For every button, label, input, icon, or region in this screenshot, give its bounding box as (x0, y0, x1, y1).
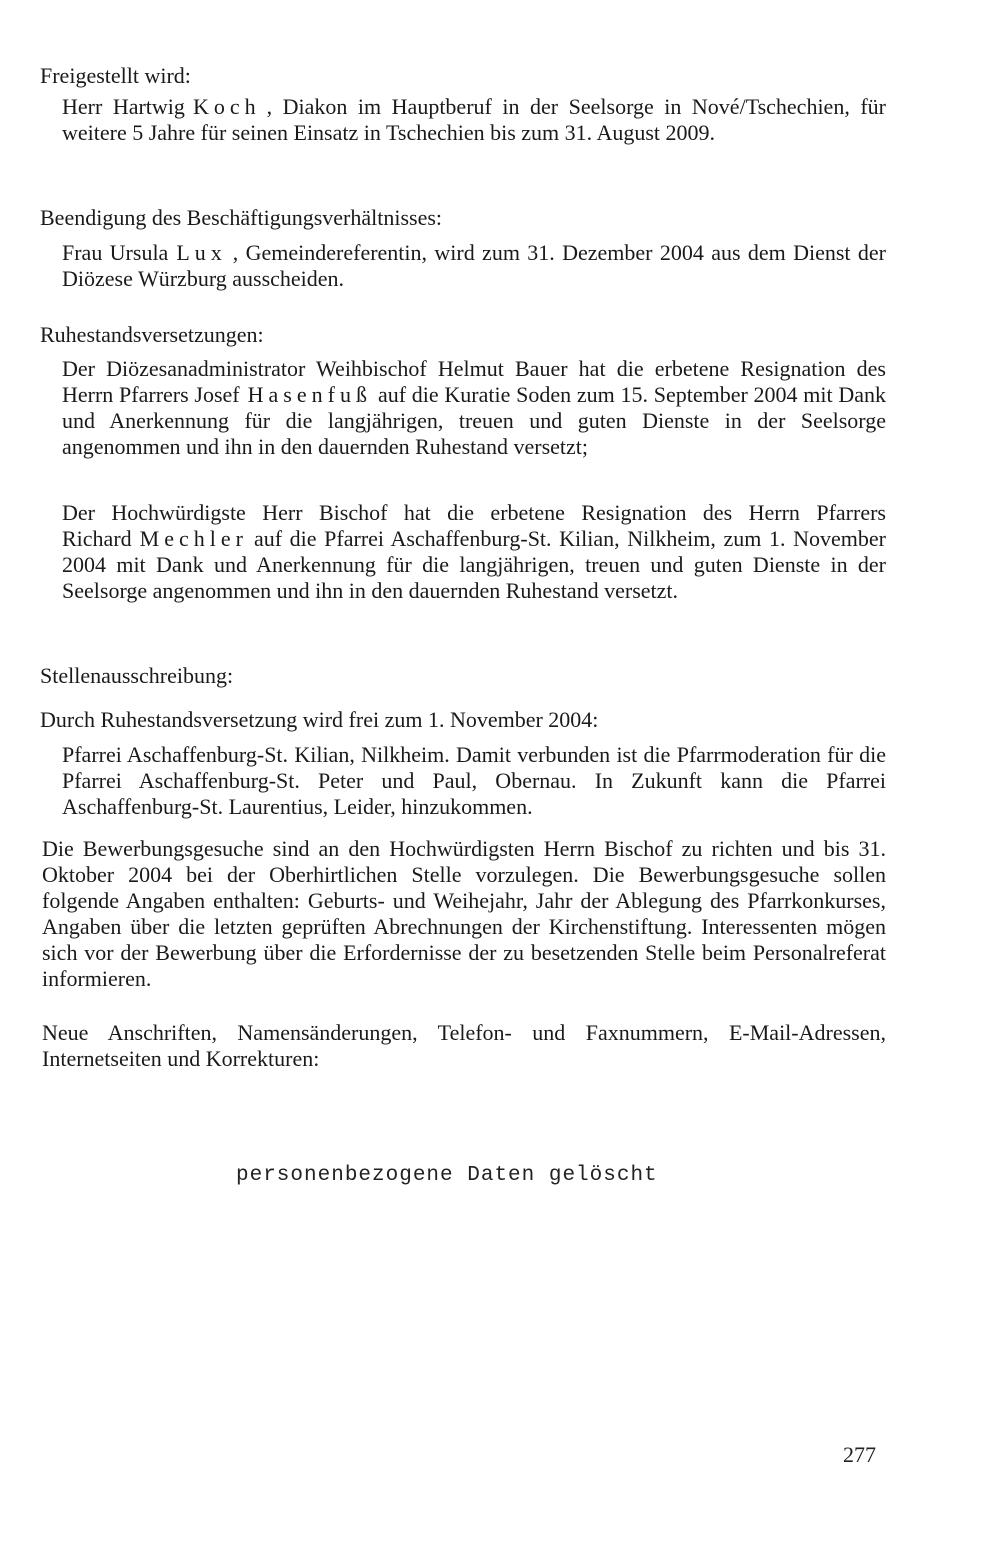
text-pre: Herr Hartwig (62, 94, 185, 119)
text-pre: Frau Ursula (62, 240, 169, 265)
person-name: Koch (192, 94, 261, 119)
page-number: 277 (843, 1442, 876, 1467)
heading-ruhestand: Ruhestandsversetzungen: (40, 322, 264, 347)
paragraph-ruhestand-1 (62, 356, 886, 460)
text-pre: Der Hochwürdigste Herr Bischof hat die erbetene Resignation des Herrn Pfarrers Richard (62, 500, 886, 551)
paragraph-freigestellt (62, 94, 886, 146)
paragraph-anschriften: Neue Anschriften, Namensänderungen, Telefon- und Faxnummern, E-Mail-Adressen, Internetseiten und Korrekturen: (42, 1020, 886, 1071)
text-post: auf die Kuratie Soden zum 15. September 2004 mit Dank und Anerkennung für die langjährigen, treuen und guten Dienste in der Seelsorge angenommen und ihn in den dauernden Ruhestand versetzt; (62, 382, 886, 459)
heading-stellenausschreibung: Stellenausschreibung: (40, 663, 234, 688)
text-post: auf die Pfarrei Aschaffenburg-St. Kilian, Nilkheim, zum 1. November 2004 mit Dank und Anerkennung für die langjährigen, treuen und guten Dienste in der Seelsorge angenommen und ihn in den dauernden Ruhestand versetzt. (62, 526, 886, 603)
paragraph-stelle: Pfarrei Aschaffenburg-St. Kilian, Nilkheim. Damit verbunden ist die Pfarrmoderation für die Pfarrei Aschaffenburg-St. Peter und Paul, Obernau. In Zukunft kann die Pfarrei Aschaffenburg-St. Laurentius, Leider, hinzukommen. (62, 742, 886, 819)
subheading-stellenausschreibung: Durch Ruhestandsversetzung wird frei zum 1. November 2004: (40, 707, 599, 732)
person-name: Hasenfuß (247, 382, 372, 407)
person-name: Mechler (139, 526, 248, 551)
text-post: , Gemeindereferentin, wird zum 31. Dezember 2004 aus dem Dienst der Diözese Würzburg ausscheiden. (62, 240, 886, 291)
text-pre: Der Diözesanadministrator Weihbischof Helmut Bauer hat die erbetene Resignation des Herrn Pfarrers Josef (62, 356, 886, 407)
heading-freigestellt: Freigestellt wird: (40, 63, 191, 88)
redaction-notice: personenbezogene Daten gelöscht (236, 1164, 658, 1187)
paragraph-ruhestand-2 (62, 500, 886, 604)
paragraph-beendigung (62, 240, 886, 292)
paragraph-bewerbung: Die Bewerbungsgesuche sind an den Hochwürdigsten Herrn Bischof zu richten und bis 31. Oktober 2004 bei der Oberhirtlichen Stelle vorzulegen. Die Bewerbungsgesuche sollen folgende Angaben enthalten: Geburts- und Weihejahr, Jahr der Ablegung des Pfarrkonkurses, Angaben über die letzten geprüften Abrechnungen der Kirchenstiftung. Interessenten mögen sich vor der Bewerbung über die Erfordernisse der zu besetzenden Stelle beim Personalreferat informieren. (42, 836, 886, 991)
heading-beendigung: Beendigung des Beschäftigungsverhältnisses: (40, 205, 443, 230)
text-post: , Diakon im Hauptberuf in der Seelsorge in Nové/Tschechien, für weitere 5 Jahre für seinen Einsatz in Tschechien bis zum 31. August 2009. (62, 94, 887, 145)
person-name: Lux (176, 240, 227, 265)
